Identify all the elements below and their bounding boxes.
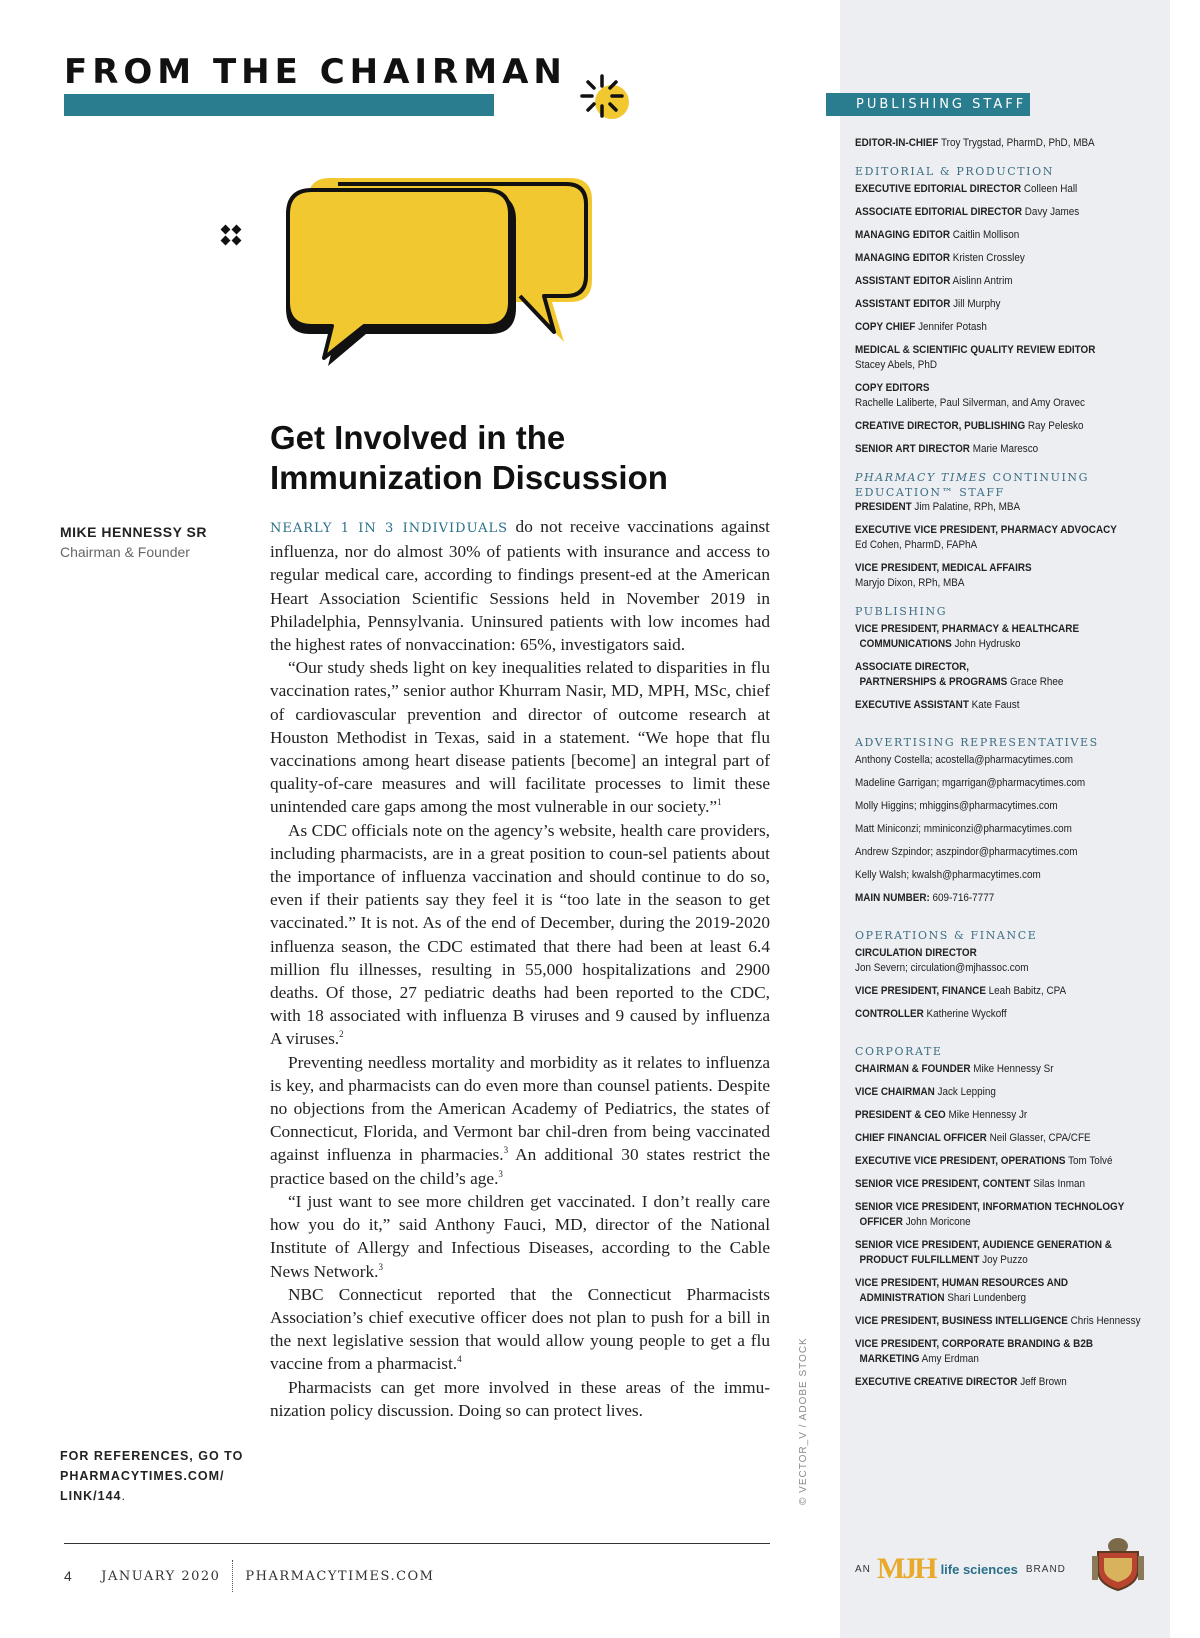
staff-entry: MEDICAL & SCIENTIFIC QUALITY REVIEW EDITOR Stacey Abels, PhD — [855, 344, 1096, 371]
staff-entry: COPY CHIEF Jennifer Potash — [855, 321, 987, 333]
advertising-rep: Kelly Walsh; kwalsh@pharmacytimes.com — [855, 869, 1041, 881]
section-operations: OPERATIONS & FINANCE — [855, 929, 1038, 942]
image-credit: © VECTOR_V / ADOBE STOCK — [798, 1337, 809, 1505]
staff-entry: MANAGING EDITOR Caitlin Mollison — [855, 229, 1020, 241]
paragraph-7: Pharmacists can get more involved in these areas of the immu-nization policy discussion. Doing so can protect lives. — [270, 1377, 770, 1420]
main-number: MAIN NUMBER: 609-716-7777 — [855, 892, 995, 904]
paragraph-6: NBC Connecticut reported that the Connecticut Pharmacists Association’s chief executive officer does not plan to push for a bill in the next legislative session that would allow young people to get a flu vaccine from a pharmacist.$^4$ — [270, 1284, 770, 1374]
paragraph-2: “Our study sheds light on key inequalities related to disparities in flu vaccination rates,” senior author Khurram Nasir, MD, MPH, MSc, chief of cardiovascular prevention and director of outcome research at Houston Methodist in Texas, said in a statement. “We hope that flu vaccinations among heart disease patients [become] an integral part of quality-of-care measures and will facilitate processes to limit these unintended care gaps among the most vulnerable in our society.”$^1$ — [270, 658, 770, 817]
author-name: MIKE HENNESSY SR — [60, 524, 207, 540]
staff-entry: MANAGING EDITOR Kristen Crossley — [855, 252, 1025, 264]
staff-entry: SENIOR ART DIRECTOR Marie Maresco — [855, 443, 1039, 455]
footnote-ref: 3 — [498, 1168, 503, 1179]
footer-divider — [232, 1560, 233, 1592]
footnote-ref: 3 — [503, 1145, 509, 1156]
section-corporate: CORPORATE — [855, 1045, 943, 1058]
staff-entry: EXECUTIVE VICE PRESIDENT, OPERATIONS Tom Tolvé — [855, 1155, 1113, 1167]
staff-entry: CREATIVE DIRECTOR, PUBLISHING Ray Pelesko — [855, 420, 1084, 432]
paragraph-1: NEARLY 1 IN 3 INDIVIDUALS do not receive vaccinations against influenza, nor do almost 30% of patients with insurance and access to regular medical care, according to findings present-ed at the American Heart Association Scientific Sessions held in November 2019 in Philadelphia, Pennsylvania. Uninsured patients with low incomes had the highest rates of nonvaccination: 65%, investigators said. — [270, 517, 770, 655]
sparkle-icon — [220, 224, 242, 246]
staff-entry: CONTROLLER Katherine Wyckoff — [855, 1008, 1007, 1020]
advertising-rep: Anthony Costella; acostella@pharmacytimes.com — [855, 754, 1074, 766]
page-footer — [64, 1560, 435, 1592]
article-body — [270, 515, 770, 1422]
staff-entry: CIRCULATION DIRECTOR Jon Severn; circulation@mjhassoc.com — [855, 947, 1029, 974]
references-link[interactable]: PHARMACYTIMES.COM/ — [60, 1469, 225, 1483]
references-link-path[interactable]: LINK/144 — [60, 1489, 122, 1503]
staff-entry: EXECUTIVE EDITORIAL DIRECTOR Colleen Hall — [855, 183, 1078, 195]
page-number: 4 — [64, 1568, 74, 1584]
section-ce-staff: PHARMACY TIMES CONTINUING EDUCATION™ STAFF — [855, 471, 1090, 499]
paragraph-4: Preventing needless mortality and morbidity as it relates to influenza is key, and pharmacists can do even more than counsel patients. Despite no objections from the American Academy of Pediatrics, the states of Connecticut, Florida, and Vermont bar chil-dren from being vaccinated against influenza in pharmacies.$^3$ An additional 30 states restrict the practice based on the child’s age.$^3$ — [270, 1052, 770, 1188]
footer-rule — [64, 1543, 770, 1544]
advertising-rep: Andrew Szpindor; aszpindor@pharmacytimes.com — [855, 846, 1078, 858]
section-title-bar — [64, 94, 494, 116]
issue-date: JANUARY 2020 — [101, 1568, 221, 1584]
staff-list — [855, 136, 1165, 1398]
staff-entry: VICE PRESIDENT, CORPORATE BRANDING & B2B MARKETING Amy Erdman — [855, 1338, 1093, 1365]
staff-entry: ASSISTANT EDITOR Aislinn Antrim — [855, 275, 1013, 287]
staff-entry: PRESIDENT & CEO Mike Hennessy Jr — [855, 1109, 1028, 1121]
staff-entry: CHAIRMAN & FOUNDER Mike Hennessy Sr — [855, 1063, 1054, 1075]
staff-entry: SENIOR VICE PRESIDENT, INFORMATION TECHNOLOGY OFFICER John Moricone — [855, 1201, 1125, 1228]
author-block — [60, 524, 207, 560]
footnote-ref: 1 — [717, 797, 722, 808]
paragraph-5: “I just want to see more children get vaccinated. I don’t really care how you do it,” said Anthony Fauci, MD, director of the National Institute of Allergy and Infectious Diseases, according to the Cable News Network.$^3$ — [270, 1191, 770, 1281]
website[interactable]: PHARMACYTIMES.COM — [245, 1568, 435, 1584]
author-role: Chairman & Founder — [60, 544, 190, 560]
footnote-ref: 2 — [339, 1029, 344, 1040]
staff-entry: EDITOR-IN-CHIEF Troy Trygstad, PharmD, PhD, MBA — [855, 137, 1095, 149]
mjh-brand-mark: AN MJH life sciences BRAND — [855, 1552, 1066, 1585]
sun-logo-icon — [578, 72, 642, 128]
footnote-ref: 3 — [378, 1261, 383, 1272]
staff-entry: CHIEF FINANCIAL OFFICER Neil Glasser, CPA/CFE — [855, 1132, 1091, 1144]
crest-icon — [1090, 1532, 1146, 1592]
footnote-ref: 4 — [457, 1354, 462, 1365]
staff-entry: ASSOCIATE DIRECTOR, PARTNERSHIPS & PROGRAMS Grace Rhee — [855, 661, 1064, 688]
mjh-logo: MJH — [876, 1552, 935, 1585]
lead-in: NEARLY 1 IN 3 INDIVIDUALS — [270, 521, 509, 536]
staff-entry: SENIOR VICE PRESIDENT, CONTENT Silas Inman — [855, 1178, 1085, 1190]
staff-entry: PRESIDENT Jim Palatine, RPh, MBA — [855, 501, 1021, 513]
staff-entry: VICE CHAIRMAN Jack Lepping — [855, 1086, 996, 1098]
staff-entry: VICE PRESIDENT, FINANCE Leah Babitz, CPA — [855, 985, 1067, 997]
staff-entry: EXECUTIVE VICE PRESIDENT, PHARMACY ADVOCACY Ed Cohen, PharmD, FAPhA — [855, 524, 1117, 551]
staff-entry: VICE PRESIDENT, HUMAN RESOURCES AND ADMINISTRATION Shari Lundenberg — [855, 1277, 1069, 1304]
staff-entry: VICE PRESIDENT, PHARMACY & HEALTHCARE COMMUNICATIONS John Hydrusko — [855, 623, 1080, 650]
staff-entry: VICE PRESIDENT, BUSINESS INTELLIGENCE Chris Hennessy — [855, 1315, 1141, 1327]
staff-entry: EXECUTIVE CREATIVE DIRECTOR Jeff Brown — [855, 1376, 1067, 1388]
section-title: FROM THE CHAIRMAN — [64, 52, 567, 92]
staff-entry: ASSISTANT EDITOR Jill Murphy — [855, 298, 1001, 310]
paragraph-3: As CDC officials note on the agency’s website, health care providers, including pharmacists, are in a great position to coun-sel patients about the importance of influenza vaccination and should continue to do so, even if their patients say they feel it is “too late in the season to get vaccinated.” It is not. As of the end of December, during the 2019-2020 influenza season, the CDC estimated that there had been at least 6.4 million flu illnesses, resulting in 55,000 hospitalizations and 2900 deaths. Of those, 27 pediatric deaths had been reported to the CDC, with 18 associated with influenza B viruses and 9 caused by influenza A viruses.$^2$ — [270, 820, 770, 1049]
article-headline — [270, 418, 770, 498]
section-advertising: ADVERTISING REPRESENTATIVES — [855, 736, 1099, 749]
staff-entry: COPY EDITORS Rachelle Laliberte, Paul Silverman, and Amy Oravec — [855, 382, 1086, 409]
advertising-rep: Matt Miniconzi; mminiconzi@pharmacytimes.com — [855, 823, 1072, 835]
headline-line-2: Immunization Discussion — [270, 459, 668, 496]
staff-entry: VICE PRESIDENT, MEDICAL AFFAIRS Maryjo Dixon, RPh, MBA — [855, 562, 1032, 589]
staff-entry: SENIOR VICE PRESIDENT, AUDIENCE GENERATION & PRODUCT FULFILLMENT Joy Puzzo — [855, 1239, 1112, 1266]
staff-entry: ASSOCIATE EDITORIAL DIRECTOR Davy James — [855, 206, 1080, 218]
advertising-rep: Molly Higgins; mhiggins@pharmacytimes.com — [855, 800, 1058, 812]
section-editorial: EDITORIAL & PRODUCTION — [855, 165, 1054, 178]
staff-entry: EXECUTIVE ASSISTANT Kate Faust — [855, 699, 1020, 711]
publishing-staff-banner: PUBLISHING STAFF — [826, 93, 1030, 116]
advertising-rep: Madeline Garrigan; mgarrigan@pharmacytimes.com — [855, 777, 1086, 789]
speech-bubbles-illustration — [280, 172, 610, 372]
headline-line-1: Get Involved in the — [270, 419, 566, 456]
section-publishing: PUBLISHING — [855, 605, 948, 618]
references-note: FOR REFERENCES, GO TO PHARMACYTIMES.COM/ LINK/144. — [60, 1449, 244, 1503]
